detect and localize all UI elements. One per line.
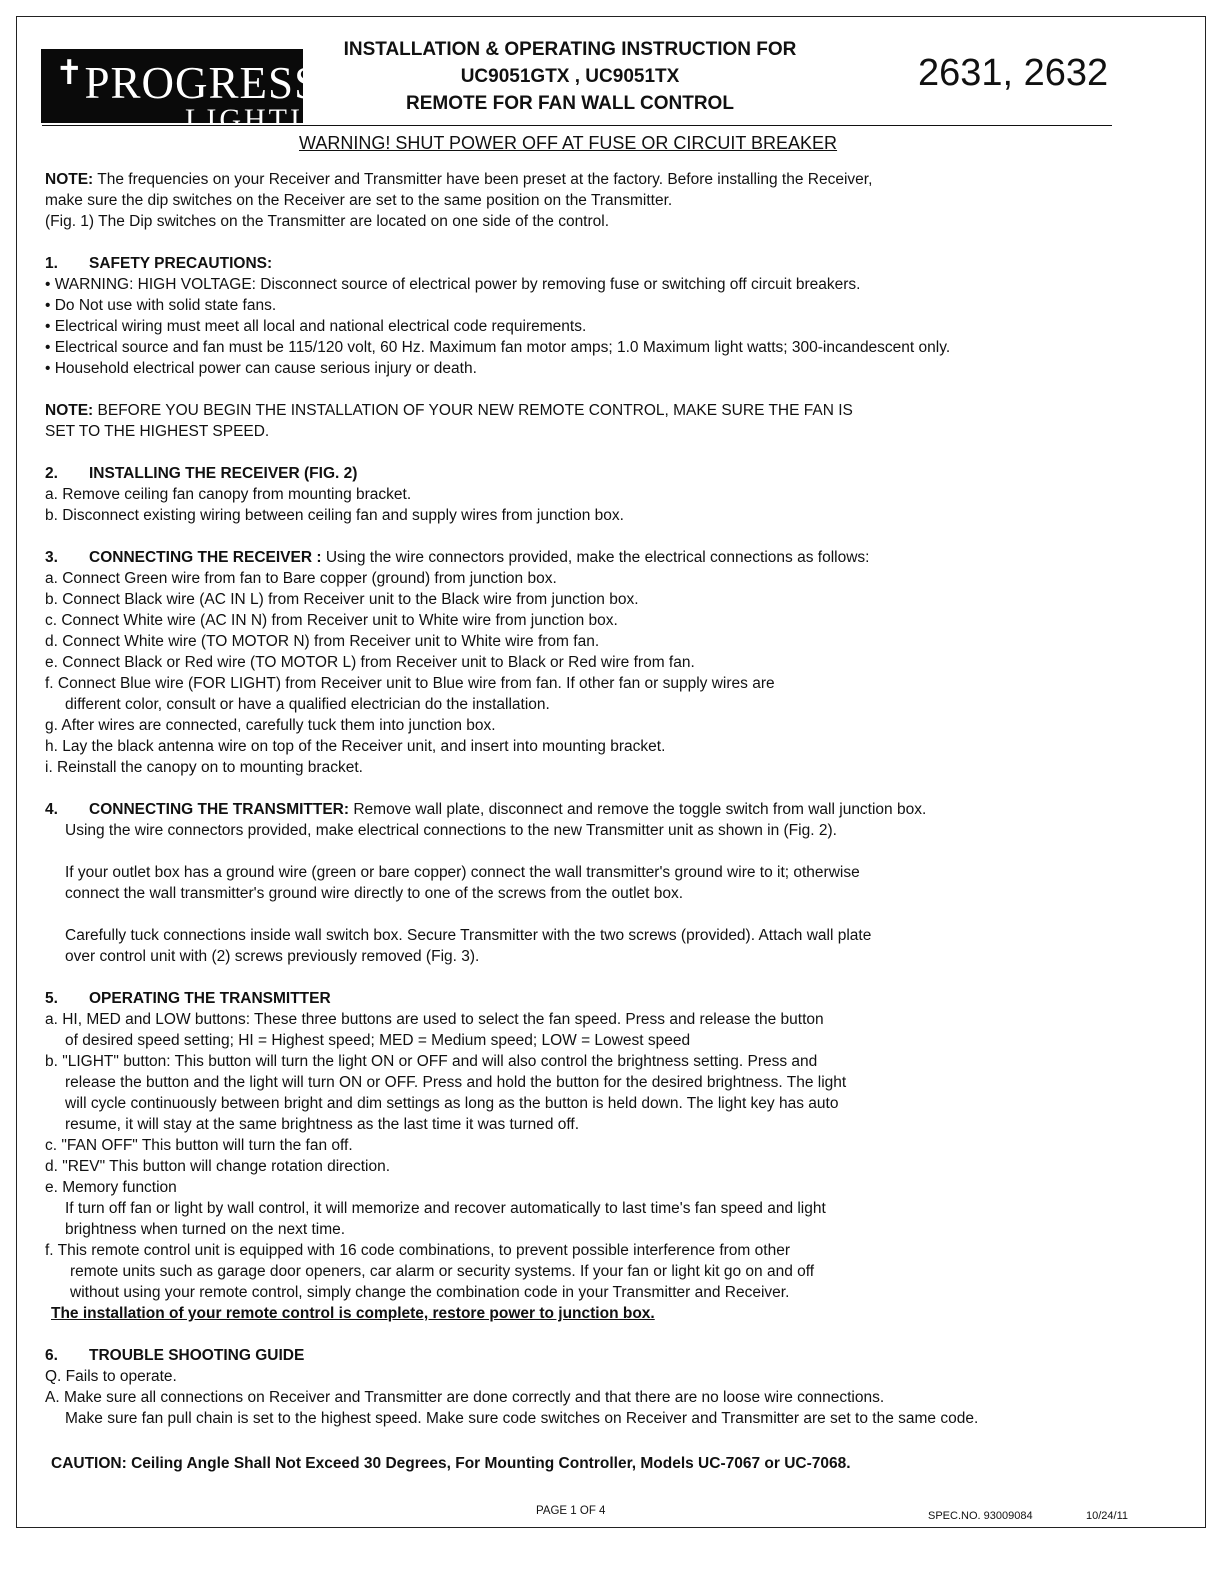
header-divider [42, 125, 1112, 126]
list-item: h. Lay the black antenna wire on top of the Receiver unit, and insert into mounting bracket. [45, 738, 666, 755]
list-item: • Electrical source and fan must be 115/120 volt, 60 Hz. Maximum fan motor amps; 1.0 Maximum light watts; 300-incandescent only. [45, 339, 951, 356]
list-item: • Electrical wiring must meet all local and national electrical code requirements. [45, 318, 587, 335]
section-safety-precautions [45, 253, 1145, 379]
section-title: OPERATING THE TRANSMITTER [89, 990, 331, 1007]
title-line-2: UC9051GTX , UC9051TX [460, 66, 680, 87]
list-item: without using your remote control, simply change the combination code in your Transmitter and Receiver. [70, 1284, 790, 1301]
paragraph-line: If your outlet box has a ground wire (green or bare copper) connect the wall transmitter's ground wire to it; otherwise [65, 864, 860, 881]
installation-complete-notice: The installation of your remote control is complete, restore power to junction box. [51, 1305, 655, 1322]
spec-number: SPEC.NO. 93009084 [928, 1510, 1033, 1522]
title-line-3: REMOTE FOR FAN WALL CONTROL [406, 93, 734, 114]
list-item: release the button and the light will turn ON or OFF. Press and hold the button for the desired brightness. The light [65, 1074, 847, 1091]
paragraph-line: connect the wall transmitter's ground wire directly to one of the screws from the outlet box. [65, 885, 684, 902]
list-item: A. Make sure all connections on Receiver and Transmitter are done correctly and that there are no loose wire connections. [45, 1389, 885, 1406]
paragraph-line: Using the wire connectors provided, make electrical connections to the new Transmitter unit as shown in (Fig. 2). [65, 822, 837, 839]
note-frequencies [45, 169, 1145, 232]
list-item: e. Memory function [45, 1179, 177, 1196]
section-title: CONNECTING THE TRANSMITTER: [89, 801, 350, 818]
title-line-1: INSTALLATION & OPERATING INSTRUCTION FOR [343, 39, 797, 60]
list-item: • Do Not use with solid state fans. [45, 297, 277, 314]
list-item: If turn off fan or light by wall control, it will memorize and recover automatically to last time's fan speed and light [65, 1200, 826, 1217]
section-operating-transmitter [45, 988, 1145, 1324]
section-title: TROUBLE SHOOTING GUIDE [89, 1347, 305, 1364]
list-item: Q. Fails to operate. [45, 1368, 177, 1385]
list-item: • WARNING: HIGH VOLTAGE: Disconnect source of electrical power by removing fuse or switching off circuit breakers. [45, 276, 861, 293]
list-item: will cycle continuously between bright and dim settings as long as the button is held down. The light key has auto [65, 1095, 839, 1112]
section-title: INSTALLING THE RECEIVER (FIG. 2) [89, 465, 358, 482]
list-item: b. Disconnect existing wiring between ceiling fan and supply wires from junction box. [45, 507, 624, 524]
list-item: i. Reinstall the canopy on to mounting bracket. [45, 759, 363, 776]
section-connecting-receiver [45, 547, 1145, 778]
list-item: brightness when turned on the next time. [65, 1221, 346, 1238]
progress-lighting-logo [41, 49, 353, 136]
section-title: SAFETY PRECAUTIONS: [89, 255, 273, 272]
list-item: resume, it will stay at the same brightness as the last time it was turned off. [65, 1116, 580, 1133]
list-item: different color, consult or have a qualified electrician do the installation. [65, 696, 550, 713]
document-date: 10/24/11 [1086, 1510, 1129, 1522]
section-number: 5. [45, 990, 58, 1007]
section-title: CONNECTING THE RECEIVER : [89, 549, 322, 566]
list-item: e. Connect Black or Red wire (TO MOTOR L) from Receiver unit to Black or Red wire from fan. [45, 654, 695, 671]
list-item: c. "FAN OFF" This button will turn the fan off. [45, 1137, 353, 1154]
caution-notice: CAUTION: Ceiling Angle Shall Not Exceed 30 Degrees, For Mounting Controller, Models UC-7067 or UC-7068. [51, 1455, 851, 1472]
section-number: 3. [45, 549, 58, 566]
paragraph-line: over control unit with (2) screws previously removed (Fig. 3). [65, 948, 480, 965]
list-item: g. After wires are connected, carefully tuck them into junction box. [45, 717, 496, 734]
list-item: a. Remove ceiling fan canopy from mounting bracket. [45, 486, 412, 503]
list-item: • Household electrical power can cause serious injury or death. [45, 360, 477, 377]
section-trouble-shooting [45, 1345, 1145, 1429]
note-text: BEFORE YOU BEGIN THE INSTALLATION OF YOUR NEW REMOTE CONTROL, MAKE SURE THE FAN IS [93, 402, 853, 419]
power-warning: WARNING! SHUT POWER OFF AT FUSE OR CIRCUIT BREAKER [299, 133, 838, 153]
paragraph-line: Carefully tuck connections inside wall switch box. Secure Transmitter with the two screws (provided). Attach wall plate [65, 927, 872, 944]
section-number: 4. [45, 801, 58, 818]
page-number: PAGE 1 OF 4 [536, 1505, 606, 1517]
document-title [300, 36, 840, 117]
list-item: f. Connect Blue wire (FOR LIGHT) from Receiver unit to Blue wire from fan. If other fan or supply wires are [45, 675, 775, 692]
list-item: Make sure fan pull chain is set to the highest speed. Make sure code switches on Receiver and Transmitter are set to the same code. [65, 1410, 979, 1427]
section-number: 2. [45, 465, 58, 482]
list-item: of desired speed setting; HI = Highest speed; MED = Medium speed; LOW = Lowest speed [65, 1032, 691, 1049]
note-highest-speed [45, 400, 1145, 442]
list-item: b. Connect Black wire (AC IN L) from Receiver unit to the Black wire from junction box. [45, 591, 639, 608]
list-item: f. This remote control unit is equipped with 16 code combinations, to prevent possible interference from other [45, 1242, 790, 1259]
list-item: remote units such as garage door openers, car alarm or security systems. If your fan or light kit go on and off [70, 1263, 815, 1280]
note-text: (Fig. 1) The Dip switches on the Transmitter are located on one side of the control. [45, 213, 610, 230]
note-text: SET TO THE HIGHEST SPEED. [45, 423, 270, 440]
note-label: NOTE: [45, 171, 94, 188]
instructions-body [45, 169, 1145, 1474]
list-item: a. HI, MED and LOW buttons: These three buttons are used to select the fan speed. Press and release the button [45, 1011, 824, 1028]
section-intro: Remove wall plate, disconnect and remove the toggle switch from wall junction box. [349, 801, 927, 818]
list-item: b. "LIGHT" button: This button will turn the light ON or OFF and will also control the brightness setting. Press and [45, 1053, 818, 1070]
logo-main-text: ✝PROGRESS [55, 55, 321, 108]
section-intro: Using the wire connectors provided, make the electrical connections as follows: [321, 549, 870, 566]
model-numbers: 2631, 2632 [918, 52, 1109, 94]
section-number: 6. [45, 1347, 58, 1364]
list-item: d. "REV" This button will change rotation direction. [45, 1158, 391, 1175]
list-item: d. Connect White wire (TO MOTOR N) from Receiver unit to White wire from fan. [45, 633, 600, 650]
list-item: c. Connect White wire (AC IN N) from Receiver unit to White wire from junction box. [45, 612, 618, 629]
section-number: 1. [45, 255, 58, 272]
list-item: a. Connect Green wire from fan to Bare copper (ground) from junction box. [45, 570, 557, 587]
section-connecting-transmitter [45, 799, 1145, 967]
note-text: make sure the dip switches on the Receiver are set to the same position on the Transmitter. [45, 192, 673, 209]
section-installing-receiver [45, 463, 1145, 526]
note-label: NOTE: [45, 402, 94, 419]
logo-sub-text: LIGHTING [185, 103, 353, 136]
note-text: The frequencies on your Receiver and Transmitter have been preset at the factory. Before installing the Receiver, [93, 171, 873, 188]
